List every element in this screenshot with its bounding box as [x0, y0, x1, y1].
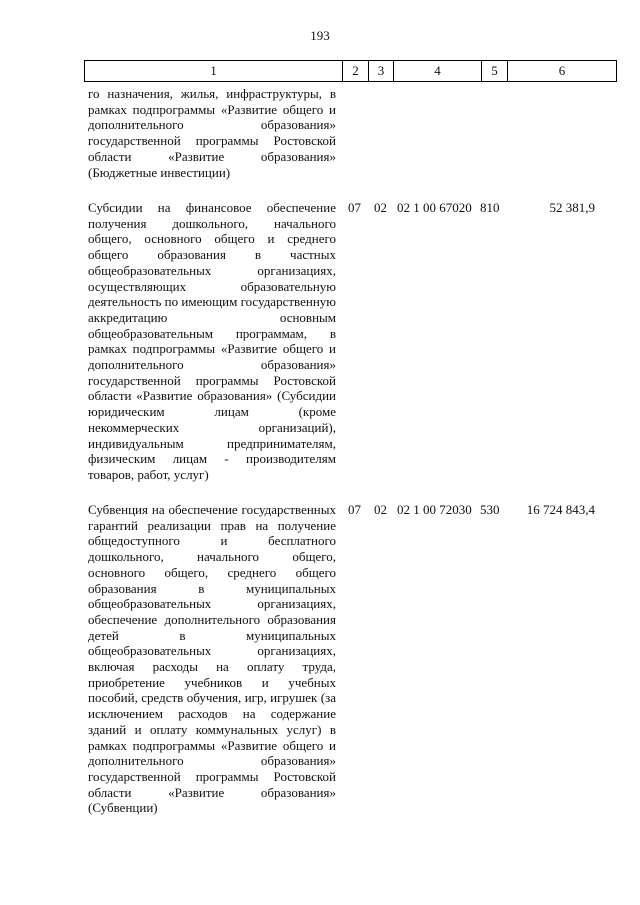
row-3-csr: 02 1 00 72030 — [397, 502, 472, 517]
row-2-csr: 02 1 00 67020 — [397, 200, 472, 215]
header-col-5: 5 — [481, 61, 507, 81]
row-2-vr: 810 — [480, 200, 500, 215]
row-2-amount: 52 381,9 — [549, 200, 595, 215]
row-2-description: Субсидии на финансовое обеспечение получения дошкольного, начального общего, основного общего и среднего общего образования в частных общеобразовательных организациях, осуществляющих образовательную деятельность по имеющим государственную аккредитацию основным общеобразовательным программам, в рамках подпрограммы «Развитие общего и дополнительного образования» государственной программы Ростовской области «Развитие образования» (Субсидии юридическим лицам (кроме некоммерческих организаций), индивидуальным предпринимателям, физическим лицам - производителям товаров, работ, услуг) — [88, 200, 336, 482]
row-2-rz: 07 — [348, 200, 361, 215]
header-col-2: 2 — [342, 61, 368, 81]
header-col-6: 6 — [507, 61, 616, 81]
row-3-pr: 02 — [374, 502, 387, 517]
row-3-rz: 07 — [348, 502, 361, 517]
header-col-1: 1 — [210, 63, 217, 78]
row-1-description: го назначения, жилья, инфраструктуры, в рамках подпрограммы «Развитие общего и дополнительного образования» государственной программы Ростовской области «Развитие образования» (Бюджетные инвестиции) — [88, 86, 336, 180]
header-col-4: 4 — [393, 61, 481, 81]
row-3-vr: 530 — [480, 502, 500, 517]
table-header — [84, 60, 617, 82]
row-3-amount: 16 724 843,4 — [526, 502, 595, 517]
row-3-description: Субвенция на обеспечение государственных гарантий реализации прав на получение общедоступного и бесплатного дошкольного, начального общего, основного общего, среднего общего образования в муниципальных общеобразовательных организациях, обеспечение дополнительного образования детей в муниципальных общеобразовательных организациях, включая расходы на оплату труда, приобретение учебников и учебных пособий, средств обучения, игр, игрушек (за исключением расходов на содержание зданий и оплату коммунальных услуг) в рамках подпрограммы «Развитие общего и дополнительного образования» государственной программы Ростовской области «Развитие образования» (Субвенции) — [88, 502, 336, 816]
page-number: 193 — [310, 28, 330, 43]
row-2-pr: 02 — [374, 200, 387, 215]
header-col-3: 3 — [368, 61, 393, 81]
